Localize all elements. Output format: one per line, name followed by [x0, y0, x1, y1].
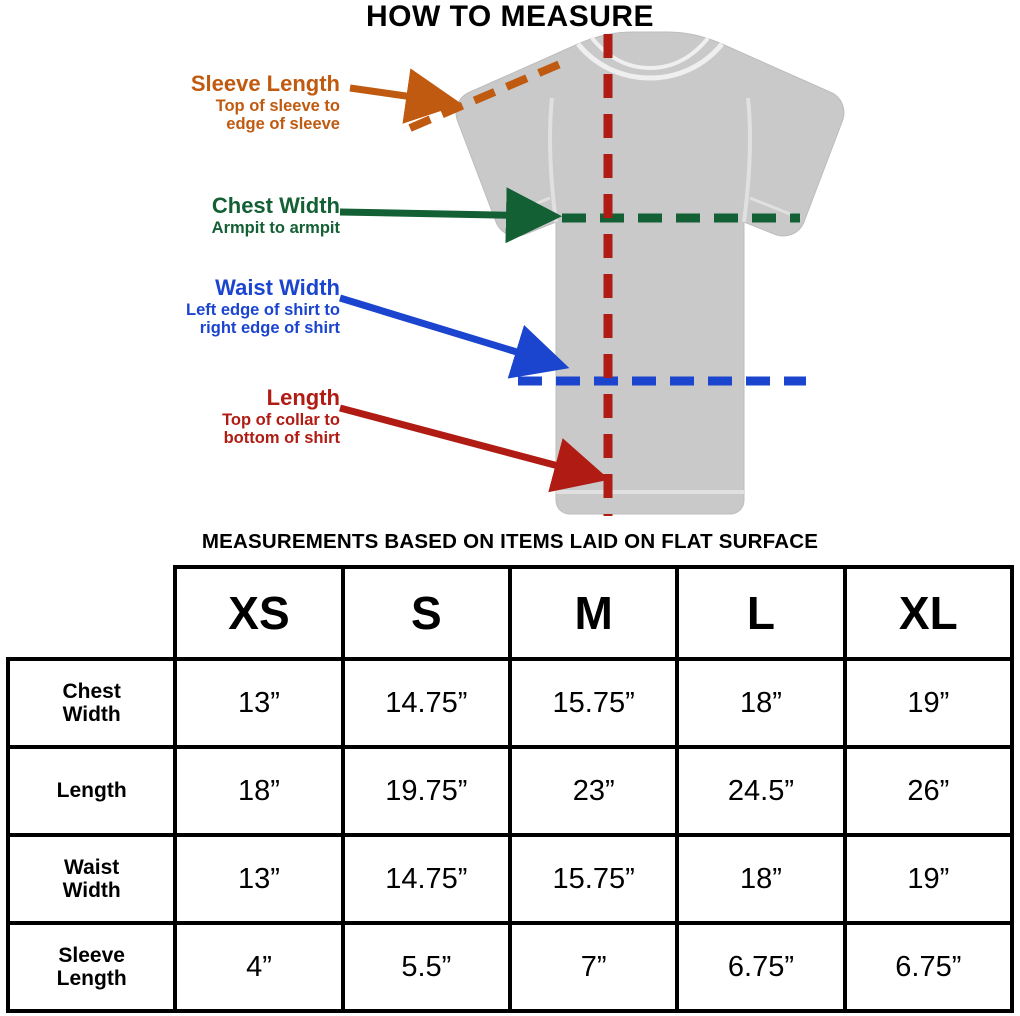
callout-waist-sub-1: Left edge of shirt to: [186, 300, 340, 319]
row-label-line-1: Waist: [64, 855, 120, 879]
cell-chest-s: 14.75”: [343, 659, 510, 747]
cell-length-s: 19.75”: [343, 747, 510, 835]
size-table-container: [0, 565, 1020, 1013]
callout-sleeve-length: [10, 72, 340, 134]
callout-waist-width: [10, 276, 340, 338]
page-title: HOW TO MEASURE: [365, 0, 655, 33]
cell-sleeve-l: 6.75”: [677, 923, 844, 1011]
table-subtitle: MEASUREMENTS BASED ON ITEMS LAID ON FLAT SURFACE: [201, 530, 819, 553]
row-label-chest-width: [8, 659, 175, 747]
row-label-line-2: Width: [62, 703, 121, 726]
cell-sleeve-s: 5.5”: [343, 923, 510, 1011]
table-row: [8, 747, 1012, 835]
callout-length: [10, 386, 340, 448]
callout-chest-title: Chest Width: [211, 193, 340, 218]
callout-sleeve-sub-2: edge of sleeve: [226, 115, 340, 134]
column-header-xs: XS: [175, 567, 342, 659]
cell-chest-xl: 19”: [845, 659, 1012, 747]
column-header-l: L: [677, 567, 844, 659]
cell-chest-m: 15.75”: [510, 659, 677, 747]
measurement-diagram: [0, 26, 1020, 526]
column-header-s: S: [343, 567, 510, 659]
row-label-line-1: Length: [56, 779, 127, 803]
row-label-line-1: Sleeve: [58, 943, 125, 967]
table-row: [8, 659, 1012, 747]
cell-length-m: 23”: [510, 747, 677, 835]
callout-sleeve-title: Sleeve Length: [190, 71, 340, 96]
cell-sleeve-xs: 4”: [175, 923, 342, 1011]
row-label-line-2: Width: [62, 879, 121, 902]
callout-waist-sub-2: right edge of shirt: [199, 319, 340, 338]
cell-chest-l: 18”: [677, 659, 844, 747]
column-header-m: M: [510, 567, 677, 659]
row-label-sleeve-length: [8, 923, 175, 1011]
table-row: [8, 835, 1012, 923]
callout-waist-title: Waist Width: [215, 275, 340, 300]
cell-waist-l: 18”: [677, 835, 844, 923]
cell-length-xs: 18”: [175, 747, 342, 835]
column-header-xl: XL: [845, 567, 1012, 659]
callout-length-sub-1: Top of collar to: [222, 410, 340, 429]
callout-length-title: Length: [266, 385, 340, 410]
callout-chest-width: [10, 194, 340, 237]
cell-sleeve-m: 7”: [510, 923, 677, 1011]
callout-chest-sub-1: Armpit to armpit: [211, 218, 340, 237]
row-label-line-2: Length: [56, 967, 127, 990]
table-row: [8, 923, 1012, 1011]
row-label-waist-width: [8, 835, 175, 923]
cell-length-l: 24.5”: [677, 747, 844, 835]
cell-waist-xl: 19”: [845, 835, 1012, 923]
table-corner-cell: [8, 567, 175, 659]
cell-waist-s: 14.75”: [343, 835, 510, 923]
tshirt-illustration: [400, 26, 900, 526]
shirt-body: [456, 32, 844, 514]
cell-waist-m: 15.75”: [510, 835, 677, 923]
cell-sleeve-xl: 6.75”: [845, 923, 1012, 1011]
callout-sleeve-sub-1: Top of sleeve to: [215, 96, 340, 115]
cell-waist-xs: 13”: [175, 835, 342, 923]
row-label-length: [8, 747, 175, 835]
cell-chest-xs: 13”: [175, 659, 342, 747]
table-header-row: [8, 567, 1012, 659]
callout-length-sub-2: bottom of shirt: [223, 429, 340, 448]
cell-length-xl: 26”: [845, 747, 1012, 835]
size-table: [6, 565, 1014, 1013]
row-label-line-1: Chest: [62, 679, 121, 703]
